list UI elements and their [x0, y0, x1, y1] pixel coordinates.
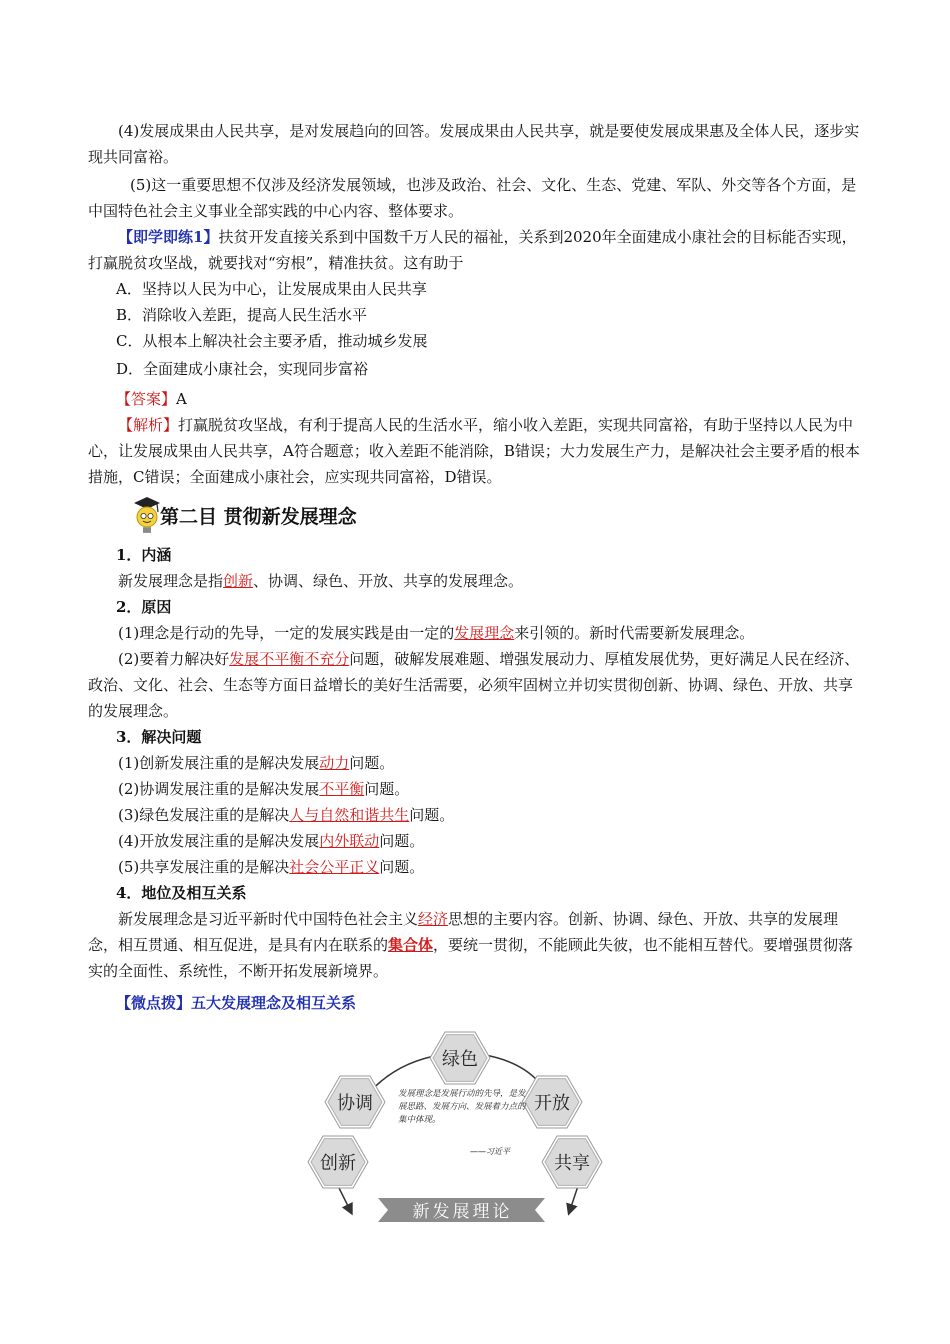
solve-5: (5)共享发展注重的是解决社会公平正义问题。 [118, 858, 425, 876]
hex-label: 共享 [554, 1153, 590, 1174]
solve-4: (4)开放发展注重的是解决发展内外联动问题。 [118, 832, 425, 850]
highlight-unbalanced: 不平衡 [319, 780, 365, 798]
reason-1: (1)理念是行动的先导，一定的发展实践是由一定的发展理念来引领的。新时代需要新发展理念。 [118, 624, 755, 642]
analysis-text: 打赢脱贫攻坚战，有利于提高人民的生活水平，缩小收入差距，实现共同富裕，有助于坚持以人民为中心，让发展成果由人民共享，A符合题意；收入差距不能消除，B错误；大力发展生产力，是解决社会主要矛盾的根本措施，C错误；全面建成小康社会，应实现共同富裕，D错误。 [88, 416, 860, 486]
hex-label: 绿色 [442, 1049, 478, 1070]
highlight-development-concept: 发展理念 [454, 624, 515, 642]
five-concepts-diagram [300, 1030, 610, 1240]
status-text: 新发展理念是习近平新时代中国特色社会主义经济思想的主要内容。创新、协调、绿色、开放、共享的发展理念，相互贯通、相互促进，是具有内在联系的集合体，要统一贯彻，不能顾此失彼，也不能相互替代。要增强贯彻落实的全面性、系统性，不断开拓发展新境界。 [88, 910, 854, 980]
exercise-question-text: 扶贫开发直接关系到中国数千万人民的福祉，关系到2020年全面建成小康社会的目标能否实现，打赢脱贫攻坚战，就要找对“穷根”，精准扶贫。这有助于 [88, 228, 857, 272]
heading-status: 4．地位及相互关系 [116, 884, 247, 902]
section-heading [88, 496, 864, 540]
highlight-innovation: 创新 [223, 572, 254, 590]
section-title: 第二目 贯彻新发展理念 [160, 506, 357, 528]
analysis [88, 412, 864, 490]
highlight-linkage: 内外联动 [319, 832, 380, 850]
answer-value: A [176, 390, 187, 408]
reason-2: (2)要着力解决好发展不平衡不充分问题，破解发展难题、增强发展动力、厚植发展优势，更好满足人民在经济、政治、文化、社会、生态等方面日益增长的美好生活需要，必须牢固树立并切实贯彻创新、协调、绿色、开放、共享的发展理念。 [88, 650, 860, 720]
document-body [88, 118, 864, 1016]
hex-share [541, 1131, 603, 1193]
hex-coordinate [324, 1071, 386, 1133]
highlight-imbalance: 发展不平衡不充分 [229, 650, 350, 668]
paragraph-5: (5)这一重要思想不仅涉及经济发展领域，也涉及政治、社会、文化、生态、党建、军队、外交等各个方面，是中国特色社会主义事业全部实践的中心内容、整体要求。 [88, 176, 857, 220]
quote-text: 发展理念是发展行动的先导，是发展思路、发展方向、发展着力点的集中体现。 [398, 1089, 526, 1125]
option-d: D．全面建成小康社会，实现同步富裕 [116, 360, 369, 378]
quote-author: ——习近平 [470, 1147, 510, 1156]
highlight-aggregate: 集合体 [388, 936, 434, 954]
paragraph-4: (4)发展成果由人民共享，是对发展趋向的回答。发展成果由人民共享，就是要使发展成果惠及全体人民，逐步实现共同富裕。 [88, 122, 860, 166]
highlight-harmony: 人与自然和谐共生 [289, 806, 410, 824]
hex-label: 协调 [337, 1093, 373, 1114]
exercise-tag: 【即学即练1】 [118, 228, 219, 246]
graduate-lightbulb-icon [132, 496, 162, 538]
answer-line [88, 386, 864, 412]
heading-reason: 2．原因 [116, 598, 172, 616]
tip-heading: 【微点拨】五大发展理念及相互关系 [116, 994, 357, 1012]
heading-connotation: 1．内涵 [116, 546, 172, 564]
hex-label: 开放 [534, 1093, 570, 1114]
highlight-fairness: 社会公平正义 [289, 858, 380, 876]
hex-green [429, 1027, 491, 1089]
highlight-power: 动力 [319, 754, 350, 772]
banner-label: 新发展理论 [412, 1202, 513, 1222]
hex-open [521, 1071, 583, 1133]
option-b: B．消除收入差距，提高人民生活水平 [116, 306, 368, 324]
option-a: A．坚持以人民为中心，让发展成果由人民共享 [116, 280, 427, 298]
highlight-economy: 经济 [418, 910, 449, 928]
hex-label: 创新 [320, 1153, 356, 1174]
connotation-text: 新发展理念是指创新、协调、绿色、开放、共享的发展理念。 [118, 572, 524, 590]
hex-innovate [307, 1131, 369, 1193]
solve-1: (1)创新发展注重的是解决发展动力问题。 [118, 754, 395, 772]
heading-solve-problems: 3．解决问题 [116, 728, 202, 746]
exercise-question [88, 224, 864, 276]
option-c: C．从根本上解决社会主要矛盾，推动城乡发展 [116, 332, 428, 350]
solve-2: (2)协调发展注重的是解决发展不平衡问题。 [118, 780, 410, 798]
answer-tag: 【答案】 [116, 390, 177, 408]
solve-3: (3)绿色发展注重的是解决人与自然和谐共生问题。 [118, 806, 455, 824]
analysis-tag: 【解析】 [118, 416, 179, 434]
